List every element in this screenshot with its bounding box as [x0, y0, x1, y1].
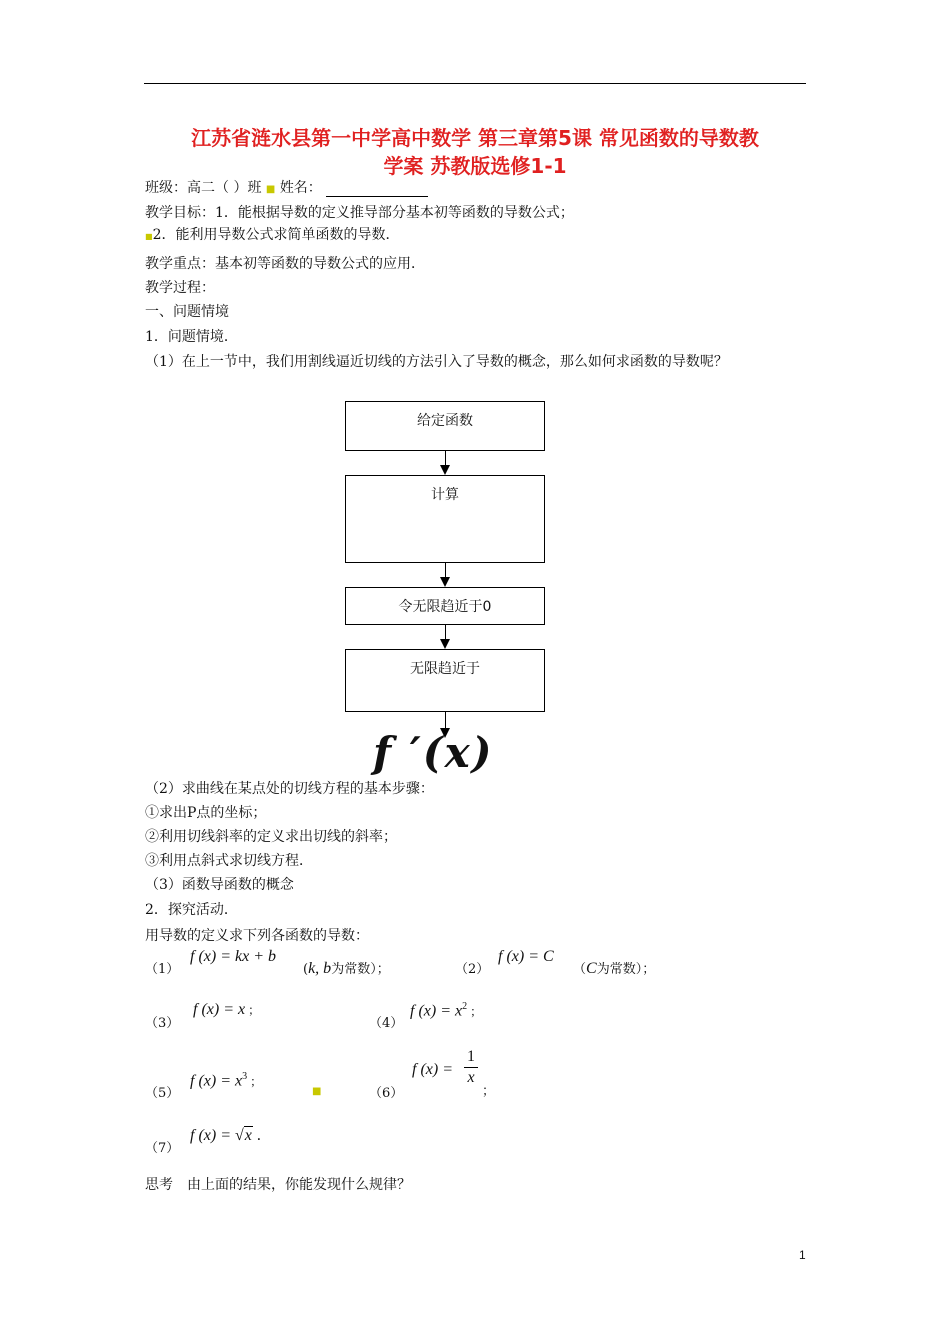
exercise-7-formula-text: f (x) = [190, 1127, 231, 1144]
exercise-3-formula: f (x) = x ； [193, 1001, 261, 1018]
exercise-1-formula: f (x) = kx + b [190, 948, 276, 965]
exercise-2-note: （C为常数）； [573, 960, 656, 977]
stray-mark: ■ [145, 232, 153, 241]
step-1: ①求出P点的坐标； [145, 805, 267, 821]
exercise-6-semicolon: ； [482, 1084, 496, 1099]
subsection-heading: 1．问题情境． [145, 329, 238, 345]
exercise-2-constant: C [586, 960, 597, 977]
page-number: 1 [799, 1248, 806, 1262]
exercise-3-formula-text: f (x) = x [193, 1001, 246, 1018]
page-title-line1: 江苏省涟水县第一中学高中数学 第三章第5课 常见函数的导数教 [191, 126, 759, 150]
name-blank [326, 182, 428, 197]
exercise-1-number: （1） [145, 962, 180, 977]
name-label: 姓名： [279, 180, 322, 196]
exercise-1-constants: k, b [308, 960, 332, 977]
fraction-bar [464, 1067, 478, 1068]
flow-box-label: 令无限趋近于0 [398, 599, 492, 615]
exercise-5-exponent: 3 [242, 1071, 248, 1082]
exercise-1-note-text: 为常数）； [331, 962, 390, 977]
class-label: 班级：高二（ ）班 [145, 180, 262, 196]
flow-box-label: 给定函数 [417, 413, 473, 429]
think-prompt: 思考 由上面的结果，你能发现什么规律？ [145, 1177, 411, 1193]
goals-item2-text: 2．能利用导数公式求简单函数的导数． [152, 227, 400, 243]
focus-line: 教学重点：基本初等函数的导数公式的应用． [145, 256, 425, 272]
flow-box-limit [345, 587, 545, 625]
stray-mark: ■ [312, 1086, 322, 1097]
exercise-4-formula-text: f (x) = x [410, 1002, 463, 1020]
stray-mark: ■ [265, 184, 276, 195]
exercise-4-number: （4） [369, 1016, 404, 1031]
derivative-symbol: f ′(x) [373, 728, 494, 777]
page-title-line2: 学案 苏教版选修1-1 [383, 154, 567, 178]
flow-box-compute [345, 475, 545, 563]
exercise-6-numerator: 1 [467, 1048, 475, 1065]
exercise-2-number: （2） [455, 962, 490, 977]
flow-arrow-head [440, 577, 450, 587]
flow-box-given-function [345, 401, 545, 451]
step-3: ③利用点斜式求切线方程． [145, 853, 313, 869]
goals-item2 [145, 224, 399, 244]
exercise-4-exponent: 2 [462, 1001, 468, 1012]
exercise-6-denominator: x [467, 1069, 475, 1086]
exercise-6-lhs: f (x) = [412, 1061, 453, 1078]
flow-box-approaches [345, 649, 545, 712]
flow-box-label: 无限趋近于 [410, 661, 480, 677]
goals-line: 教学目标：1．能根据导数的定义推导部分基本初等函数的导数公式； [145, 205, 574, 221]
exercise-2-formula: f (x) = C [498, 948, 554, 965]
exercise-5-formula-text: f (x) = x [190, 1072, 243, 1090]
exercises-intro: 用导数的定义求下列各函数的导数： [145, 928, 369, 944]
question-1: （1）在上一节中，我们用割线逼近切线的方法引入了导数的概念，那么如何求函数的导数呢？ [145, 354, 728, 370]
exercise-2-note-text: 为常数）； [596, 962, 656, 977]
exercise-6-number: （6） [369, 1086, 404, 1101]
header-rule [144, 83, 806, 84]
step-2: ②利用切线斜率的定义求出切线的斜率； [145, 829, 397, 845]
exercise-5-number: （5） [145, 1086, 180, 1101]
subsection-heading-2: 2．探究活动． [145, 902, 238, 918]
exercise-6-fraction [464, 1048, 478, 1087]
question-3: （3）函数导函数的概念 [145, 877, 294, 893]
class-name-line [145, 177, 428, 197]
section-heading: 一、问题情境 [145, 304, 229, 320]
exercise-7-formula: f (x) = √x . [190, 1127, 261, 1144]
flow-arrow-head [440, 639, 450, 649]
flow-box-label: 计算 [431, 487, 459, 503]
exercise-4-formula: f $(x) = x^2$ ； [410, 1001, 483, 1020]
sqrt-sign: √ [235, 1127, 244, 1144]
exercise-7-number: （7） [145, 1141, 180, 1156]
process-label: 教学过程： [145, 280, 215, 296]
exercise-3-number: （3） [145, 1016, 180, 1031]
exercise-1-note: (k, b为常数）； [303, 960, 390, 977]
question-2: （2）求曲线在某点处的切线方程的基本步骤： [145, 781, 434, 797]
exercise-7-radicand: x [244, 1127, 252, 1144]
flow-arrow-head [440, 465, 450, 475]
exercise-5-formula: f $(x) = x^3$ ； [190, 1071, 263, 1090]
